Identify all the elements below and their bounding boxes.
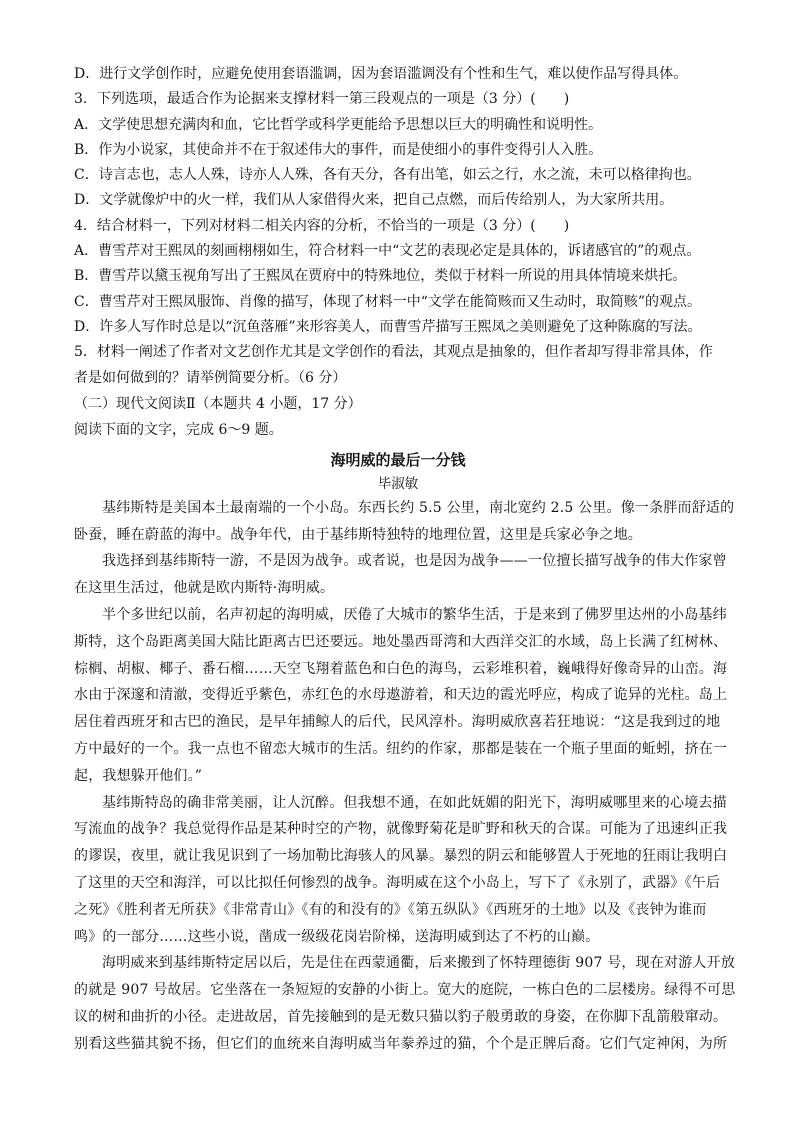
article-line: 海明威来到基纬斯特定居以后，先是住在西蒙通衢，后来搬到了怀特理德街 907 号，现在对游人开放 [102, 955, 736, 972]
article-line: 的谬误，夜里，就让我见识到了一场加勒比海骇人的风暴。暴烈的阴云和能够置人于死地的狂雨让我明白 [74, 848, 728, 865]
article-line: 斯特，这个岛距离美国大陆比距离古巴还要远。地处墨西哥湾和大西洋交汇的水域，岛上长满了红树林、 [74, 633, 728, 650]
question-line: D．文学就像炉中的火一样，我们从人家借得火来，把自己点燃，而后传给别人，为大家所共用。 [74, 192, 674, 209]
article-author: 毕淑敏 [377, 475, 419, 492]
question-line: 4．结合材料一，下列对材料二相关内容的分析，不恰当的一项是（3 分）( ) [74, 217, 570, 234]
question-line: A．曹雪芹对王熙凤的刻画栩栩如生，符合材料一中“文艺的表现必定是具体的，诉诸感官的”的观点。 [74, 243, 701, 260]
question-line: C．曹雪芹对王熙凤服饰、肖像的描写，体现了材料一中“文学在能简赅而又生动时，取简赅”的观点。 [74, 293, 702, 310]
article-line: 方中最好的一个。我一点也不留恋大城市的生活。纽约的作家，那都是装在一个瓶子里面的蚯蚓，挤在一 [74, 741, 728, 758]
article-line: 的就是 907 号故居。它坐落在一条短短的安静的小街上。宽大的庭院，一栋白色的二层楼房。绿得不可思 [74, 982, 736, 999]
article-line: 起，我想躲开他们。” [74, 767, 203, 784]
question-line: D．进行文学创作时，应避免使用套语滥调，因为套语滥调没有个性和生气，难以使作品写得具体。 [74, 66, 688, 82]
article-line: 半个多世纪以前，名声初起的海明威，厌倦了大城市的繁华生活，于是来到了佛罗里达州的小岛基纬 [102, 607, 727, 624]
article-line: 在这里生活过，他就是欧内斯特·海明威。 [74, 580, 335, 597]
question-line: D．许多人写作时总是以“沉鱼落雁”来形容美人，而曹雪芹描写王熙凤之美则避免了这种陈腐的写法。 [74, 318, 702, 335]
question-line: B．作为小说家，其使命并不在于叙述伟大的事件，而是使细小的事件变得引人入胜。 [74, 141, 603, 158]
article-line: 居住着西班牙和古巴的渔民，是早年捕鲸人的后代，民风淳朴。海明威欣喜若狂地说：“这是我到过的地 [74, 714, 721, 731]
article-line: 棕榈、胡椒、椰子、番石榴……天空飞翔着蓝色和白色的海鸟，云彩堆积着，巍峨得好像奇异的山峦。海 [74, 660, 728, 677]
article-paragraph [74, 602, 728, 790]
article-line: 卧蚕，睡在蔚蓝的海中。战争年代，由于基纬斯特独特的地理位置，这里是兵家必争之地。 [74, 526, 642, 543]
question-line: 3．下列选项，最适合作为论据来支撑材料一第三段观点的一项是（3 分）( ) [74, 91, 570, 108]
article-line: 议的树和曲折的小径。走进故居，首先接触到的是无数只猫以豹子般勇敢的身姿，在你脚下乱箭般窜动。 [74, 1009, 728, 1025]
article-paragraph [74, 495, 735, 549]
article-line: 我选择到基纬斯特一游，不是因为战争。或者说，也是因为战争——一位擅长描写战争的伟大作家曾 [102, 553, 727, 570]
question-line: A．文学使思想充满肉和血，它比哲学或科学更能给予思想以巨大的明确性和说明性。 [74, 116, 603, 133]
question-line: 5．材料一阐述了作者对文艺创作尤其是文学创作的看法，其观点是抽象的，但作者却写得非常具体，作 [74, 344, 713, 361]
article-line: 别看这些猫其貌不扬，但它们的血统来自海明威当年豢养过的猫，个个是正牌后裔。它们气定神闲，为所 [74, 1035, 728, 1052]
article-paragraph [74, 548, 727, 602]
question-line: B．曹雪芹以黛玉视角写出了王熙凤在贾府中的特殊地位，类似于材料一所说的用具体情境来烘托。 [74, 268, 687, 285]
article-paragraph [74, 950, 736, 1057]
article-title: 海明威的最后一分钱 [330, 450, 466, 469]
article-body [74, 495, 736, 1058]
question-line: C．诗言志也，志人人殊，诗亦人人殊，各有天分，各有出笔，如云之行，水之流，未可以格律拘也。 [74, 167, 701, 184]
section-heading: （二）现代文阅读Ⅱ（本题共 4 小题，17 分） [74, 395, 362, 412]
article-line: 鸣》的一部分……这些小说，凿成一级级花岗岩阶梯，送海明威到达了不朽的山巅。 [74, 928, 600, 945]
reading-instruction: 阅读下面的文字，完成 6～9 题。 [74, 421, 283, 438]
question-line: 者是如何做到的？请举例简要分析。（6 分） [74, 369, 347, 386]
article-line: 之死》《胜利者无所获》《非常青山》《有的和没有的》《第五纵队》《西班牙的土地》以及《丧钟为谁而 [74, 901, 707, 918]
article-paragraph [74, 790, 728, 951]
questions-section [74, 62, 722, 391]
article-line: 水由于深邃和清澈，变得近乎紫色，赤红色的水母遨游着，和天边的霞光呼应，构成了诡异的光柱。岛上 [74, 687, 728, 704]
article-line: 了这里的天空和海洋，可以比拟任何惨烈的战争。海明威在这个小岛上，写下了《永别了，武器》《午后 [74, 875, 721, 892]
article-line: 基纬斯特岛的确非常美丽，让人沉醉。但我想不通，在如此妩媚的阳光下，海明威哪里来的心境去描 [102, 794, 727, 811]
article-line: 写流血的战争？我总觉得作品是某种时空的产物，就像野菊花是旷野和秋天的合谋。可能为了迅速纠正我 [74, 821, 728, 838]
article-line: 基纬斯特是美国本土最南端的一个小岛。东西长约 5.5 公里，南北宽约 2.5 公里。像一条胖而舒适的 [102, 499, 735, 516]
